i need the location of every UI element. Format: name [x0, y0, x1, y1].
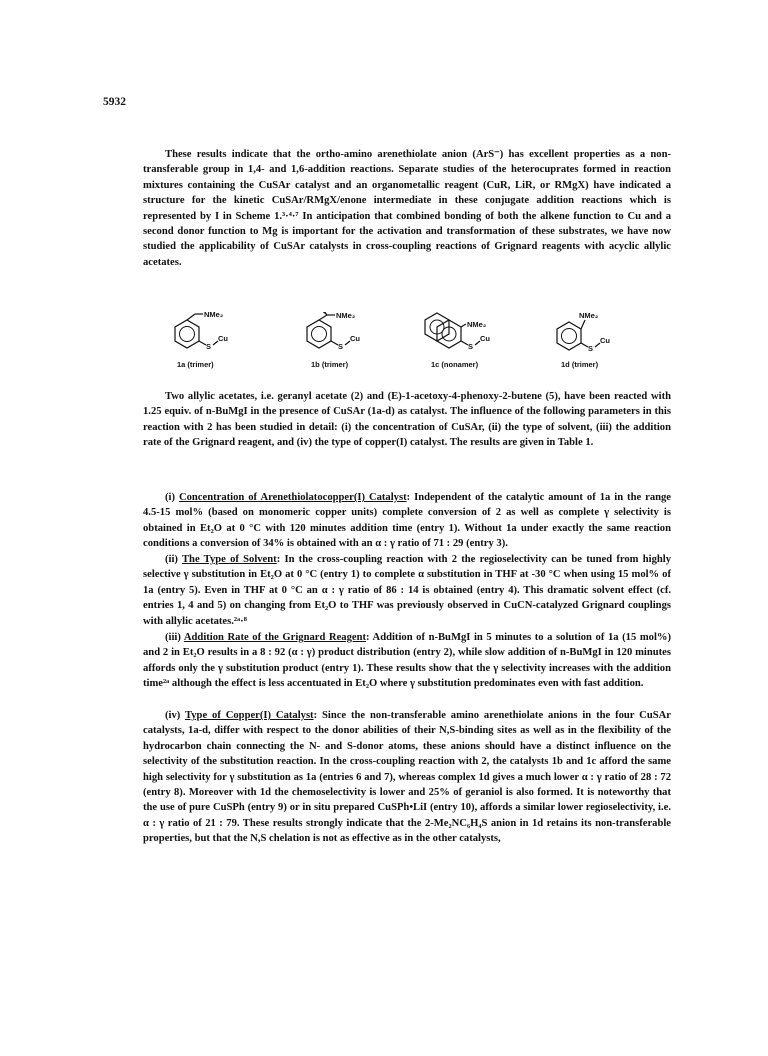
structure-1c-label: 1c (nonamer): [431, 360, 479, 369]
structure-1d-drawing: [539, 312, 659, 358]
structure-1a-label: 1a (trimer): [177, 360, 214, 369]
section-iii: [143, 630, 671, 692]
structure-1c-amine: NMe₂: [467, 320, 487, 329]
section-ii-heading: The Type of Solvent: [181, 554, 277, 565]
catalyst-structures: [143, 312, 671, 374]
section-i: [143, 490, 671, 552]
structure-1d-label: 1d (trimer): [561, 360, 599, 369]
structure-1d: [539, 312, 659, 374]
structure-1b-copper: Cu: [350, 334, 360, 343]
structure-1b-sulfur: S: [338, 342, 344, 351]
structure-1c-copper: Cu: [480, 334, 490, 343]
section-iii-text: : Addition of n-BuMgI in 5 minutes to a solution of 1a (15 mol%) and 2 in Et₂O results in a 8 : 92 (α : γ) product distribution (entry 2), while slow addition of n-BuMgI in 120 minutes affords only the γ substitution product (entry 1). These results show that the γ selectivity increases with the addition time²ᵃ although the effect is less accentuated in Et₂O where γ substitution predominates even with fast addition.: [143, 632, 672, 690]
structure-1c-drawing: [419, 312, 539, 358]
section-i-label: (i): [165, 492, 179, 503]
section-i-heading: Concentration of Arenethiolatocopper(I) Catalyst: [178, 492, 407, 503]
structure-1b-drawing: [289, 312, 409, 358]
section-iv: [143, 708, 671, 847]
structure-1d-copper: Cu: [600, 336, 610, 345]
structure-1b-amine: NMe₂: [336, 312, 356, 320]
section-iv-text: : Since the non-transferable amino arenethiolate anions in the four CuSAr catalysts, 1a-d, differ with respect to the donor abilities of their N,S-binding sites as well as in the flexibility of the hydrocarbon chain connecting the N- and S-donor atoms, these anions should have a distinct influence on the selectivity of the substitution reaction. In the cross-coupling reaction with 2, the catalysts 1b and 1c afford the same high selectivity for γ substitution as 1a (entries 6 and 7), whereas complex 1d gives a much lower α : γ ratio of 28 : 72 (entry 8). Moreover with 1d the chemoselectivity is lower and 25% of geraniol is also formed. It is noteworthy that the use of pure CuSPh (entry 9) or in situ prepared CuSPh•LiI (entry 10), affords a similar lower regioselectivity, i.e. α : γ ratio of 21 : 79. These results strongly indicate that the 2-Me₂NC₆H₄S anion in 1d retains its non-transferable properties, but that the N,S chelation is not as effective as in the other catalysts,: [143, 710, 671, 845]
intro-paragraph: These results indicate that the ortho-amino arenethiolate anion (ArS⁻) has excellent properties as a non-transferable group in 1,4- and 1,6-addition reactions. Separate studies of the heterocuprates formed in reaction mixtures containing the CuSAr catalyst and an organometallic reagent (CuR, LiR, or RMgX) have indicated a structure for the kinetic CuSAr/RMgX/enone intermediate in these conjugate addition reactions which is represented by I in Scheme 1.³·⁴·⁷ In anticipation that combined bonding of both the alkene function to Cu and a second donor function to Mg is important for the activation and transformation of these substrates, we have now studied the applicability of CuSAr catalysts in cross-coupling reactions of Grignard reagents with acyclic allylic acetates.: [143, 149, 671, 268]
section-ii-text: : In the cross-coupling reaction with 2 the regioselectivity can be tuned from highly selective γ substitution in Et₂O at 0 °C (entry 1) to complete α substitution in THF at -30 °C when using 15 mol% of 1a (entry 5). Even in THF at 0 °C an α : γ ratio of 86 : 14 is obtained (entry 4). This dramatic solvent effect (cf. entries 1, 4 and 5) on changing from Et₂O to THF was previously observed in CuCN-catalyzed Grignard couplings with allylic acetates.²ᵃ·⁸: [143, 554, 671, 627]
structure-1a-drawing: [157, 312, 277, 358]
page-number: 5932: [103, 96, 126, 108]
structure-1a-amine: NMe₂: [204, 312, 224, 319]
section-iii-heading: Addition Rate of the Grignard Reagent: [183, 632, 367, 643]
section-ii-label: (ii): [165, 554, 182, 565]
structure-1b: [289, 312, 409, 374]
structure-1c-sulfur: S: [468, 342, 474, 351]
structure-1a: [157, 312, 277, 374]
structure-1d-sulfur: S: [588, 344, 594, 353]
structure-1c: [419, 312, 539, 374]
section-iv-heading: Type of Copper(I) Catalyst: [184, 710, 314, 721]
structure-1a-copper: Cu: [218, 334, 228, 343]
section-iv-label: (iv): [165, 710, 185, 721]
section-ii: [143, 552, 671, 629]
structure-1d-amine: NMe₂: [579, 312, 599, 320]
structure-1b-label: 1b (trimer): [311, 360, 349, 369]
structure-1a-sulfur: S: [206, 342, 212, 351]
section-iii-label: (iii): [165, 632, 184, 643]
paragraph-two: Two allylic acetates, i.e. geranyl acetate (2) and (E)-1-acetoxy-4-phenoxy-2-butene (5), have been reacted with 1.25 equiv. of n-BuMgI in the presence of CuSAr (1a-d) as catalyst. The influence of the following parameters in this reaction with 2 has been studied in detail: (i) the concentration of CuSAr, (ii) the type of solvent, (iii) the addition rate of the Grignard reagent, and (iv) the type of copper(I) catalyst. The results are given in Table 1.: [143, 391, 671, 449]
section-i-text: : Independent of the catalytic amount of 1a in the range 4.5-15 mol% (based on monomeric copper units) complete conversion of 2 as well as complete γ selectivity is obtained in Et₂O at 0 °C with 120 minutes addition time (entry 1). Without 1a under exactly the same reaction conditions a conversion of 34% is obtained with an α : γ ratio of 71 : 29 (entry 3).: [143, 492, 672, 550]
